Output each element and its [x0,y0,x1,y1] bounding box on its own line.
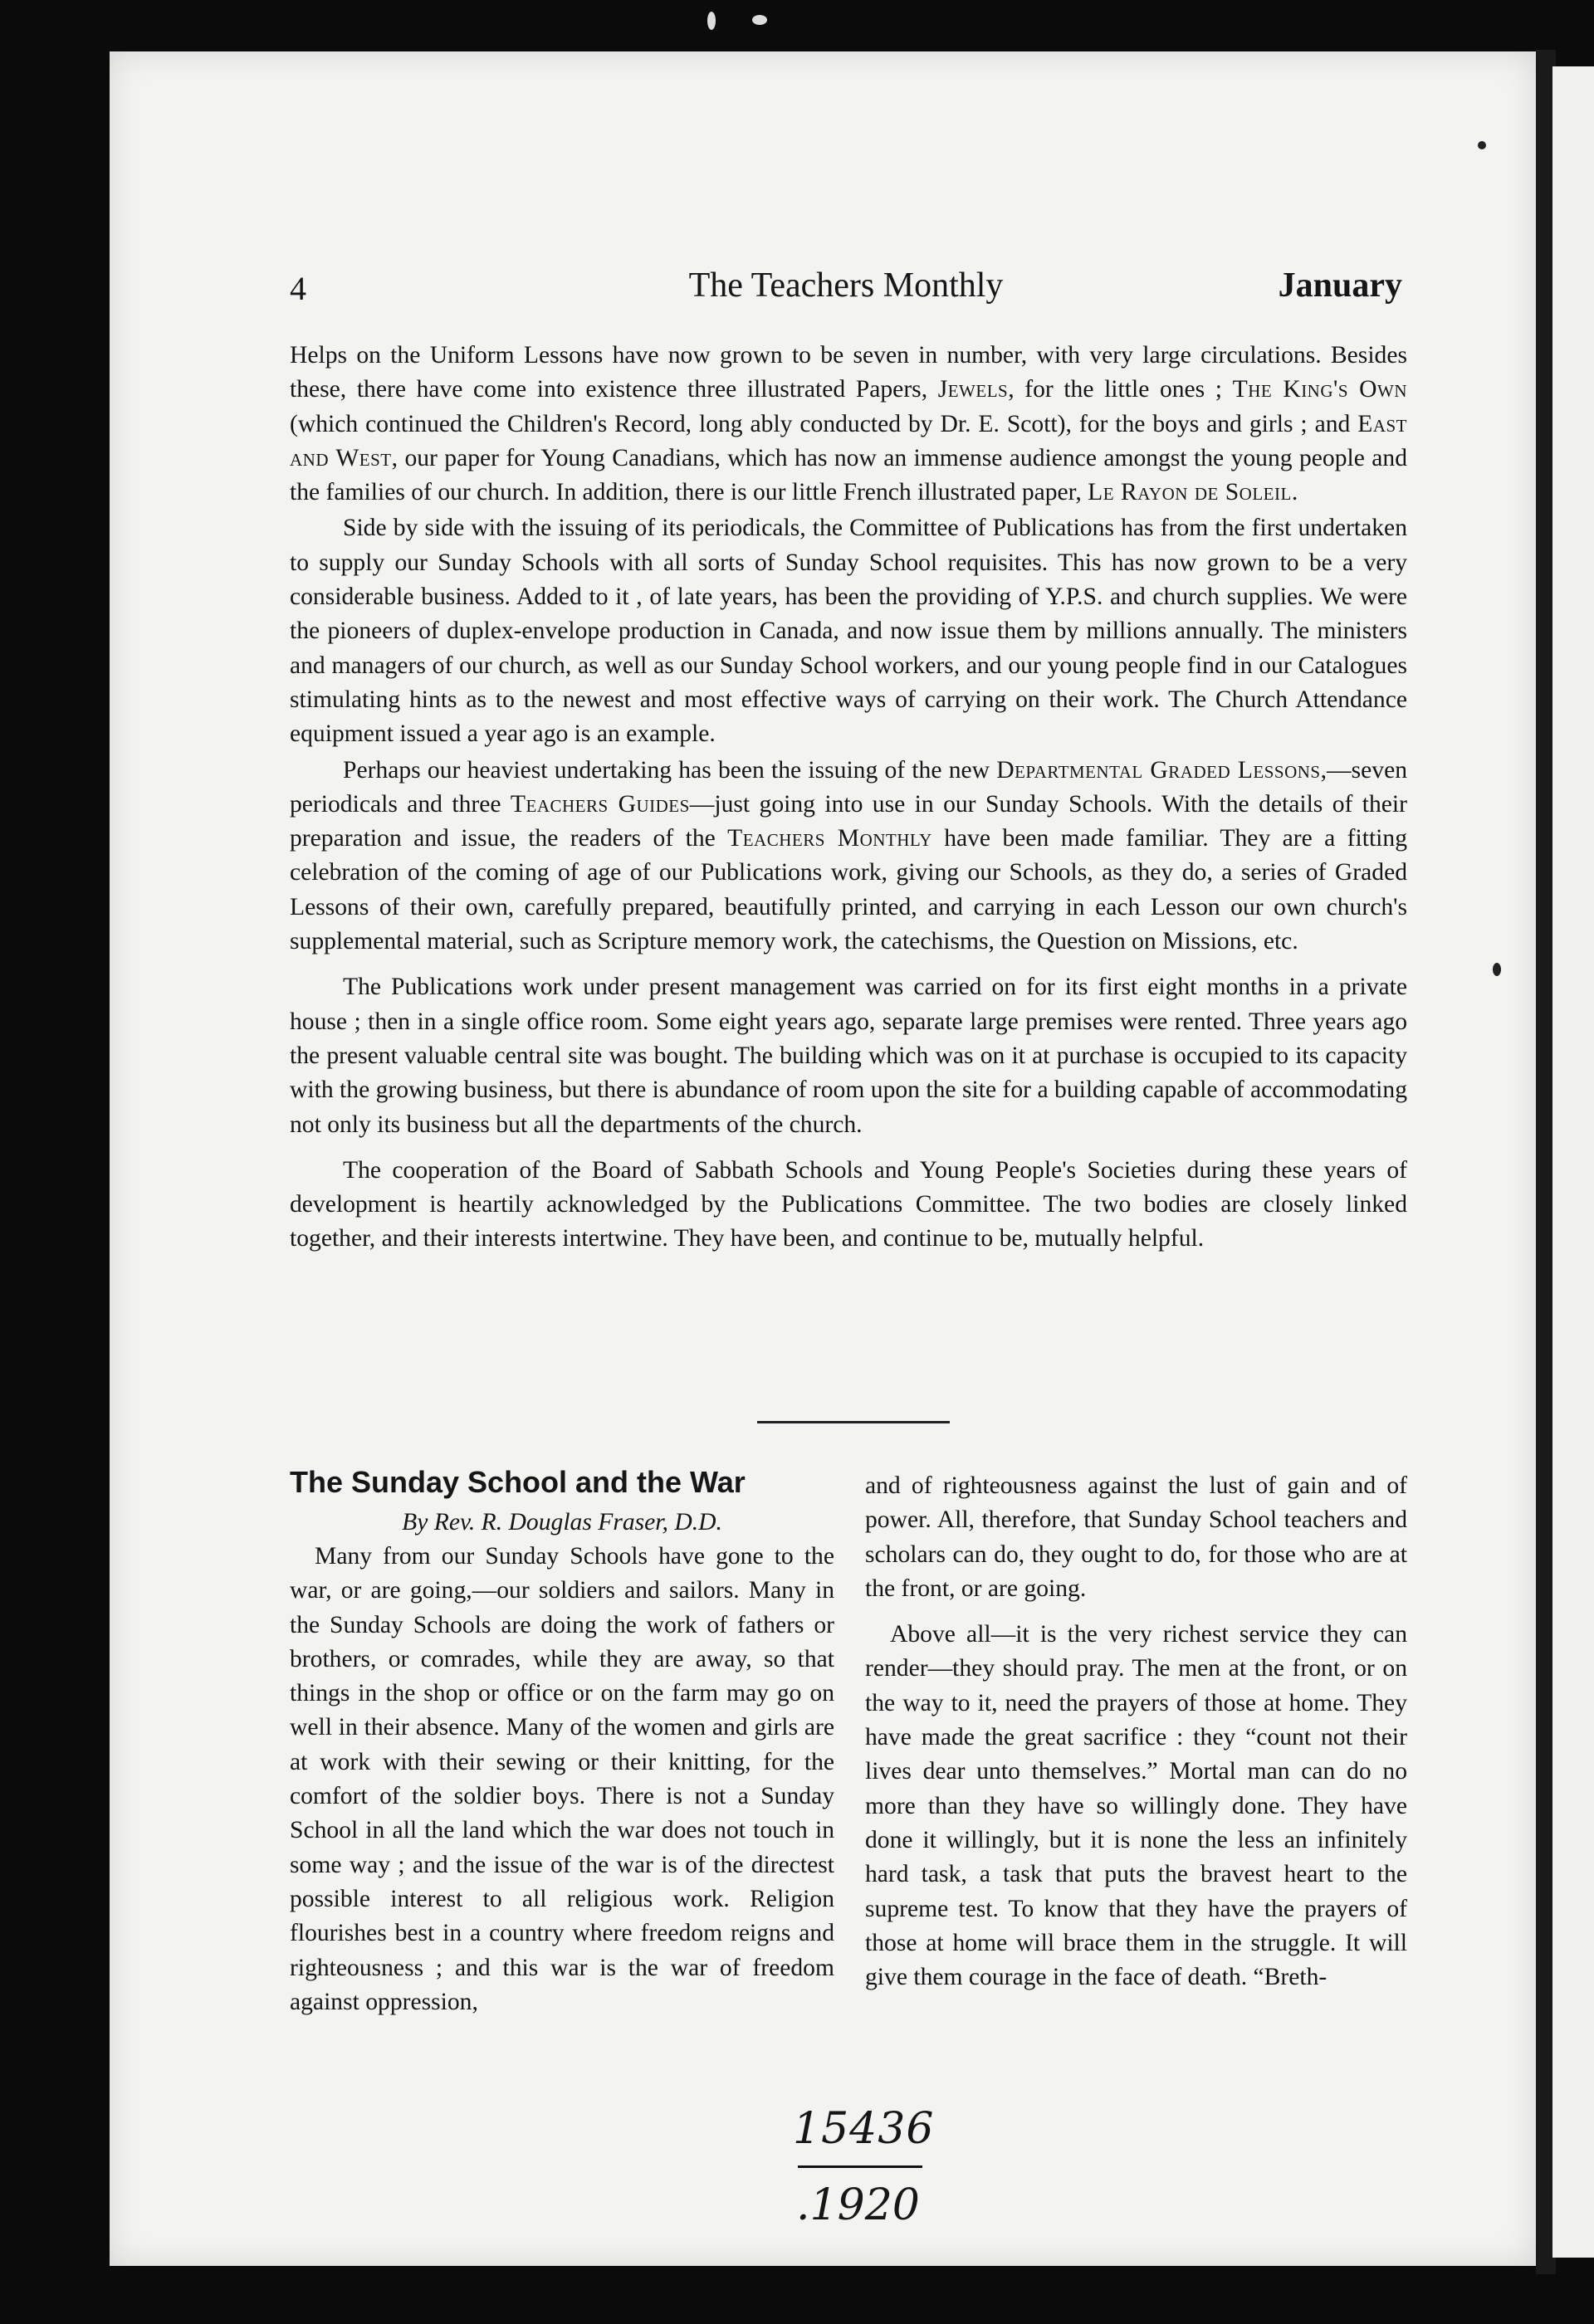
article-right-column [865,1469,1407,1994]
next-page-edge [1552,66,1594,2258]
paragraph-2: Side by side with the issuing of its periodicals, the Committee of Publications has from the first undertaken to supply our Sunday Schools with all sorts of Sunday School requisites. This has now grown to be a very considerable business. Added to it , of late years, has been the providing of Y.P.S. and church supplies. We were the pioneers of duplex-envelope production in Canada, and now issue them by millions annually. The ministers and managers of our church, as well as our Sunday School workers, and our young people find in our Catalogues stimulating hints as to the newest and most effective ways of carrying on their work. The Church Attendance equipment issued a year ago is an example. [290,515,1407,748]
handwritten-number: 15436 [793,2104,935,2154]
paragraph-5: The cooperation of the Board of Sabbath Schools and Young People's Societies during these years of development is heartily acknowledged by the Publications Committee. The two bodies are closely linked together, and their interests intertwine. They have been, and continue to be, mutually helpful. [290,1156,1407,1252]
paper-name-jewels: Jewels [937,376,1009,403]
issue-month: January [1278,266,1402,305]
running-header [290,266,1402,315]
handwritten-annotation [793,2104,959,2270]
section-divider [757,1421,950,1423]
article-paragraph: Above all—it is the very richest service they can render—they should pray. The men at the front, or on the way to it, need the prayers of those at home. They have made the great sacrifice : they “count not their lives dear unto themselves.” Mortal man can do no more than they have so willingly done. They have done it willingly, but it is none the less an infinitely hard task, a task that puts the bravest heart to the supreme test. To know that they have the prayers of those at home will brace them in the struggle. It will give them courage in the face of death. “Breth- [865,1621,1407,1991]
paper-name-kings-own: The King's Own [1232,376,1407,403]
paper-name-east-and-west: East and West [290,410,1407,471]
dust-speck [707,12,716,30]
dust-speck [1493,963,1501,976]
paper-name-le-rayon: Le Rayon de Soleil [1088,479,1292,506]
article-paragraph: Many from our Sunday Schools have gone to the war, or are going,—our soldiers and sailors. Many in the Sunday Schools are doing the work of fathers or brothers, or comrades, while they are away, so that things in the shop or office or on the farm may go on well in their absence. Many of the women and girls are at work with their sewing or their knitting, for the comfort of the soldier boys. There is not a Sunday School in all the land which the war does not touch in some way ; and the issue of the war is of the directest possible interest to all religious work. Religion flourishes best in a country where freedom reigns and righteousness ; and this war is the war of freedom against oppression, [290,1543,834,2015]
teachers-guides: Teachers Guides [510,790,690,818]
teachers-monthly: Teachers Monthly [727,825,932,852]
handwritten-year: .1920 [796,2180,920,2230]
dust-speck [1478,141,1486,149]
paragraph-1: Helps on the Uniform Lessons have now grown to be seven in number, with very large circulations. Besides these, there have come into existence three illustrated Papers, Jewels, for the little ones ; The King's Own (which continued the Children's Record, long ably conducted by Dr. E. Scott), for the boys and girls ; and East and West, our paper for Young Canadians, which has now an immense audience amongst the young people and the families of our church. In addition, there is our little French illustrated paper, Le Rayon de Soleil. [290,342,1407,506]
article-title: The Sunday School and the War [290,1465,746,1499]
paragraph-3: Perhaps our heaviest undertaking has been the issuing of the new Departmental Graded Lessons,—seven periodicals and three Teachers Guides—just going into use in our Sunday Schools. With the details of their preparation and issue, the readers of the Teachers Monthly have been made familiar. They are a fitting celebration of the coming of age of our Publications work, giving our Schools, as they do, a series of Graded Lessons of their own, carefully prepared, beautifully printed, and carrying in each Lesson our own church's supplemental material, such as Scripture memory work, the catechisms, the Question on Missions, etc. [290,756,1408,955]
page-number: 4 [290,270,306,307]
handwritten-underline [798,2165,922,2168]
main-text [290,339,1407,1257]
article-left-column [290,1462,834,2019]
dept-graded-lessons: Departmental Graded Lessons [996,756,1321,784]
dust-speck [752,15,767,25]
journal-title: The Teachers Monthly [688,266,1004,305]
article-paragraph: and of righteousness against the lust of gain and of power. All, therefore, that Sunday School teachers and scholars can do, they ought to do, for those who are at the front, or are going. [865,1472,1407,1602]
article-byline: By Rev. R. Douglas Fraser, D.D. [402,1509,722,1536]
paragraph-4: The Publications work under present management was carried on for its first eight months in a private house ; then in a single office room. Some eight years ago, separate large premises were rented. Three years ago the present valuable central site was bought. The building which was on it at purchase is occupied to its capacity with the growing business, but there is abundance of room upon the site for a building capable of accommodating not only its business but all the departments of the church. [290,974,1407,1138]
